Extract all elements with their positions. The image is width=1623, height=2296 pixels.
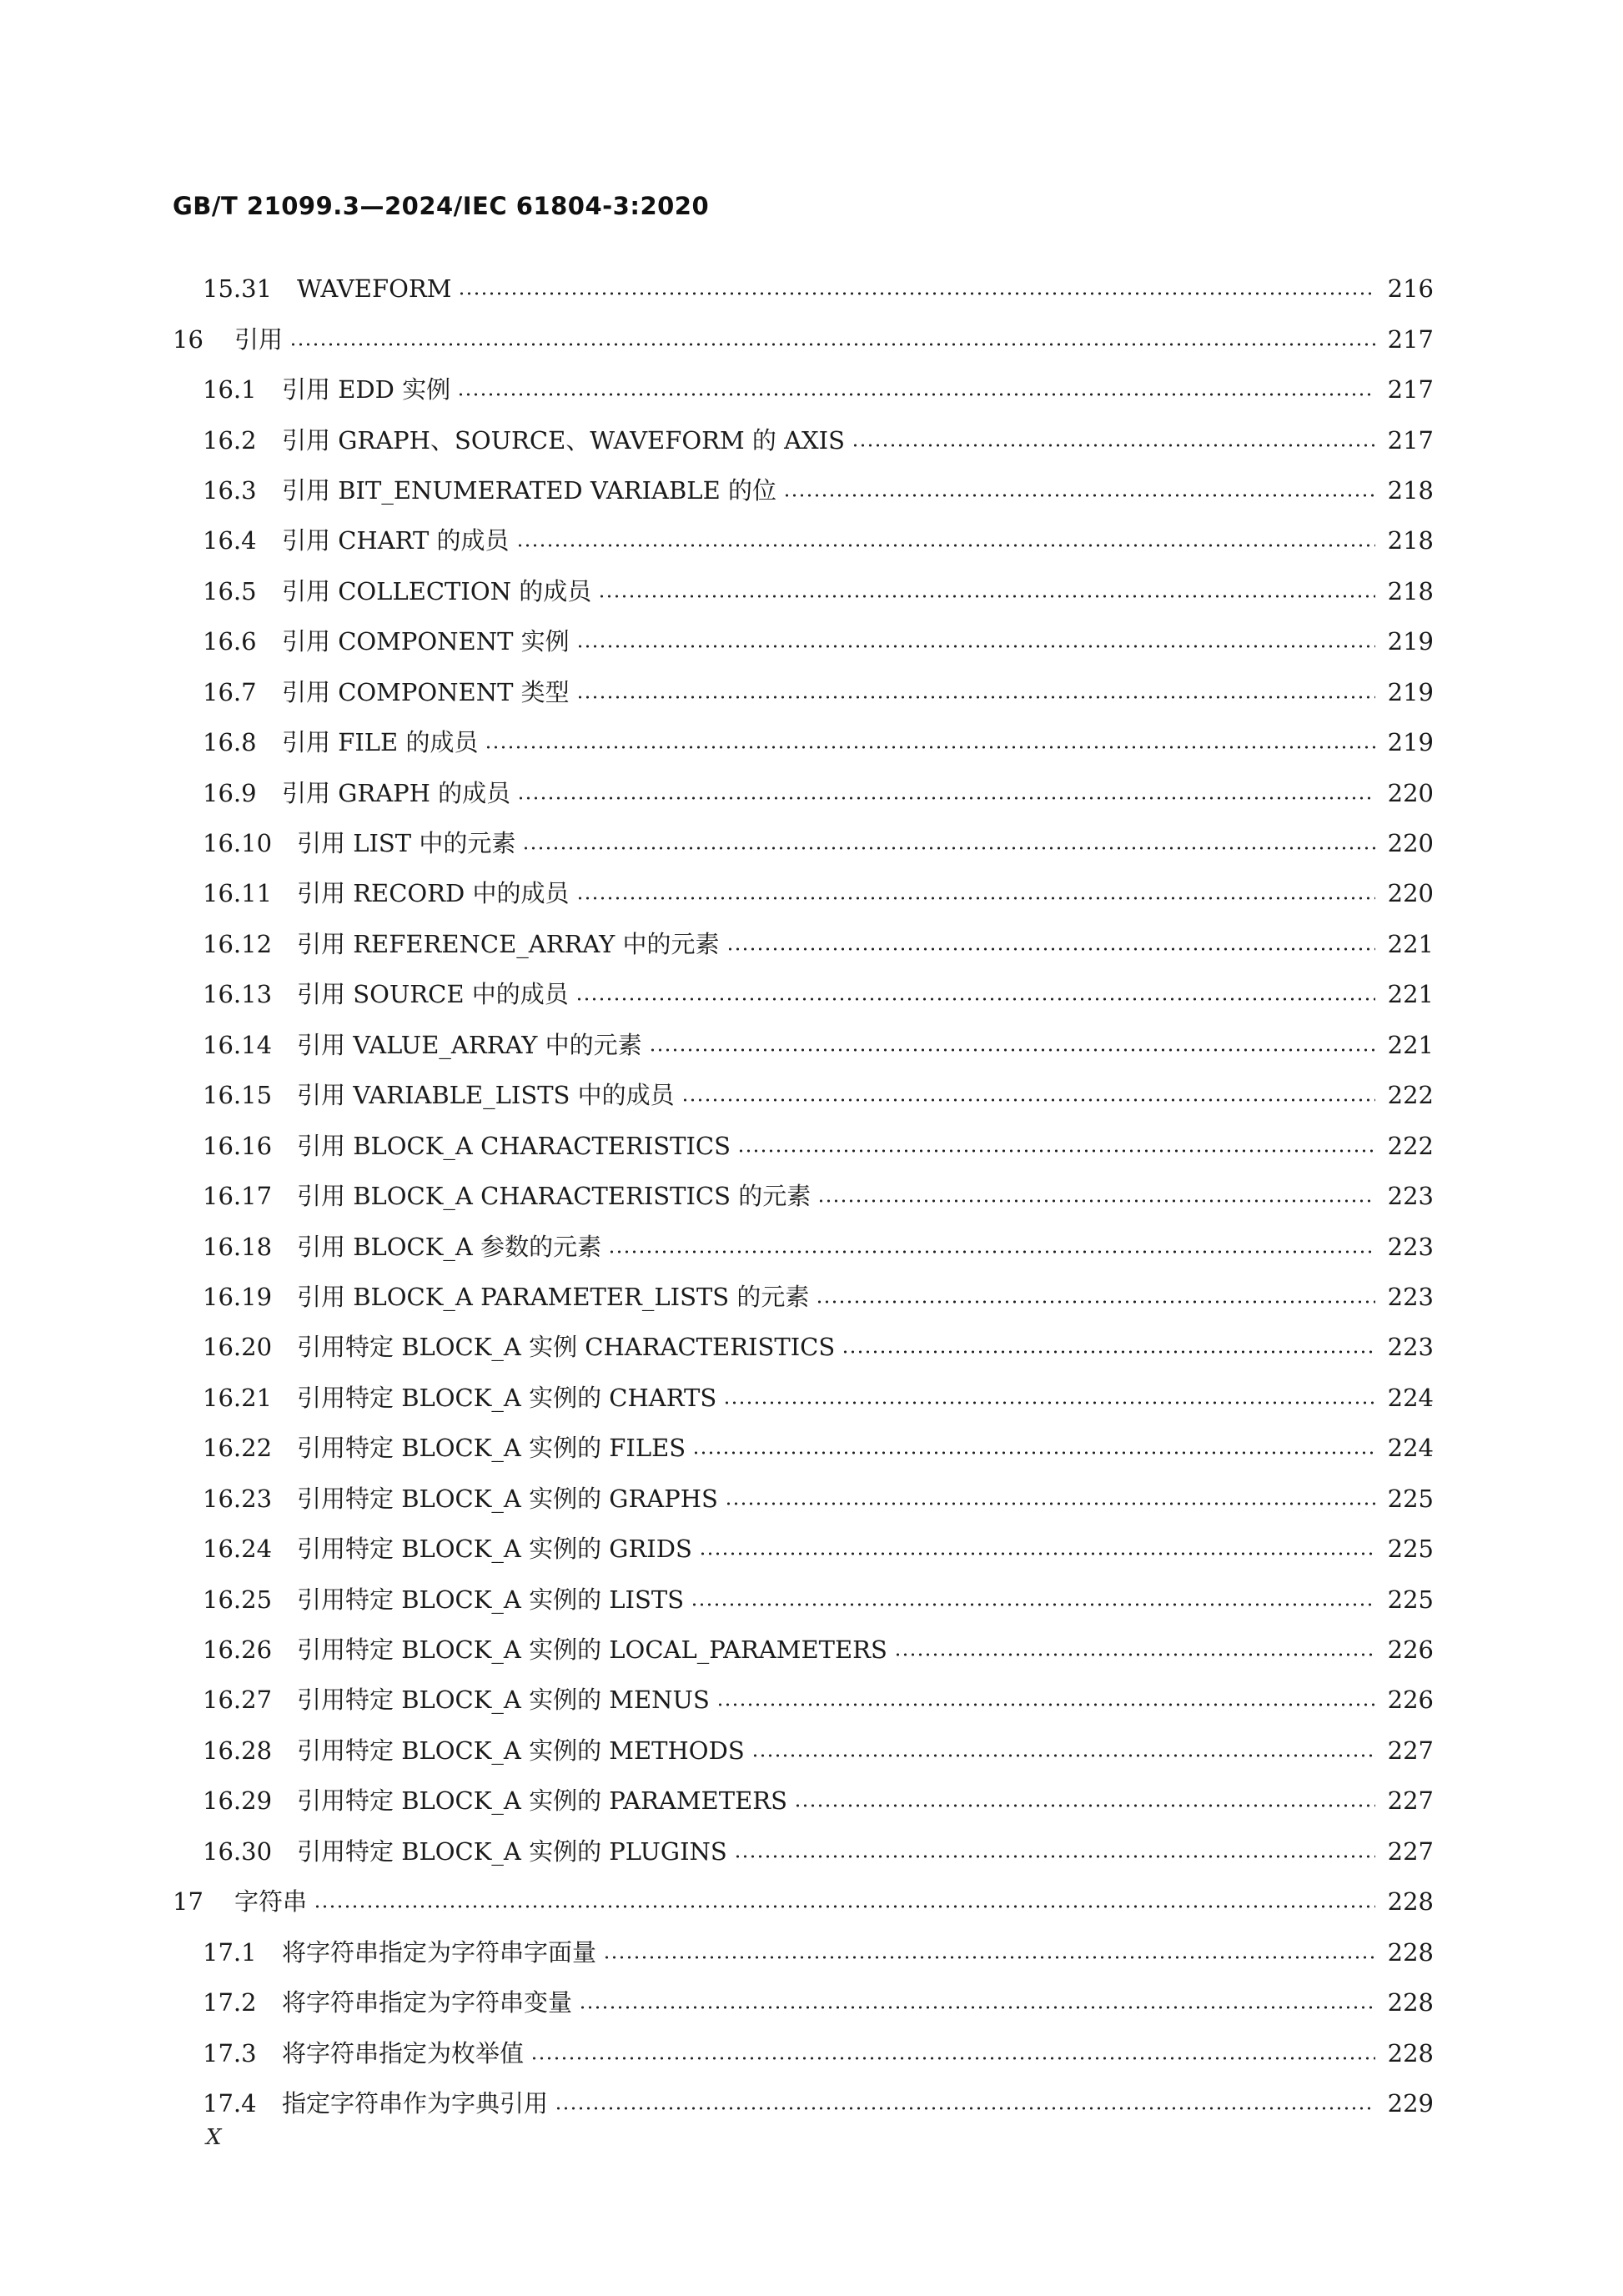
toc-entry-page: 221 bbox=[1387, 929, 1434, 958]
dot-leader bbox=[692, 1451, 1375, 1454]
toc-entry-number: 16.27 bbox=[203, 1686, 273, 1715]
dot-leader bbox=[725, 1502, 1375, 1505]
toc-entry-number: 16.30 bbox=[203, 1836, 273, 1866]
toc-entry[interactable] bbox=[0, 1826, 1623, 1876]
toc-entry-number: 16.22 bbox=[203, 1434, 273, 1463]
toc-entry-number: 16.19 bbox=[203, 1282, 273, 1311]
toc-entry-number: 16.21 bbox=[203, 1383, 273, 1412]
toc-entry-title: 引用特定 BLOCK_A 实例 CHARACTERISTICS bbox=[297, 1333, 836, 1362]
dot-leader bbox=[734, 1855, 1375, 1858]
toc-entry-page: 225 bbox=[1387, 1585, 1434, 1614]
dot-leader bbox=[723, 1401, 1375, 1404]
dot-leader bbox=[289, 343, 1375, 346]
standard-number-header: GB/T 21099.3—2024/IEC 61804-3:2020 bbox=[173, 192, 710, 220]
toc-entry-number: 16.29 bbox=[203, 1786, 273, 1816]
dot-leader bbox=[516, 544, 1375, 547]
toc-entry-page: 224 bbox=[1387, 1383, 1434, 1412]
toc-entry-number: 15.31 bbox=[203, 274, 273, 304]
dot-leader bbox=[691, 1603, 1375, 1606]
toc-entry-title: 将字符串指定为字符串变量 bbox=[282, 1988, 573, 2017]
toc-entry-number: 16.15 bbox=[203, 1081, 273, 1110]
toc-entry[interactable] bbox=[0, 2027, 1623, 2077]
toc-entry-number: 17.2 bbox=[203, 1988, 257, 2017]
toc-entry[interactable] bbox=[0, 1977, 1623, 2027]
toc-entry-number: 16.25 bbox=[203, 1585, 273, 1614]
toc-entry-title: 引用 VARIABLE_LISTS 中的成员 bbox=[297, 1081, 675, 1110]
toc-entry[interactable] bbox=[0, 1020, 1623, 1070]
toc-entry-title: 引用特定 BLOCK_A 实例的 CHARTS bbox=[297, 1383, 717, 1412]
toc-entry-title: WAVEFORM bbox=[297, 274, 452, 304]
toc-entry-page: 221 bbox=[1387, 1030, 1434, 1059]
toc-entry[interactable] bbox=[0, 1221, 1623, 1271]
toc-entry-title: 指定字符串作为字典引用 bbox=[282, 2088, 549, 2118]
toc-entry-number: 17 bbox=[173, 1887, 204, 1917]
toc-entry-number: 16.8 bbox=[203, 728, 257, 757]
toc-entry[interactable] bbox=[0, 1373, 1623, 1423]
toc-entry-title: 引用 LIST 中的元素 bbox=[297, 829, 516, 858]
toc-entry[interactable] bbox=[0, 717, 1623, 767]
toc-entry-page: 225 bbox=[1387, 1535, 1434, 1564]
toc-entry-title: 引用 COMPONENT 类型 bbox=[282, 677, 570, 706]
toc-entry-number: 16.28 bbox=[203, 1736, 273, 1765]
toc-entry[interactable] bbox=[0, 264, 1623, 314]
dot-leader bbox=[517, 796, 1375, 800]
toc-entry[interactable] bbox=[0, 1876, 1623, 1927]
toc-entry-title: 引用 BLOCK_A 参数的元素 bbox=[297, 1232, 602, 1261]
dot-leader bbox=[751, 1754, 1375, 1757]
toc-entry[interactable] bbox=[0, 1675, 1623, 1725]
toc-entry-page: 227 bbox=[1387, 1736, 1434, 1765]
toc-entry[interactable] bbox=[0, 1272, 1623, 1322]
toc-entry-title: 字符串 bbox=[234, 1887, 308, 1917]
toc-entry-number: 16.16 bbox=[203, 1131, 273, 1160]
toc-entry-page: 227 bbox=[1387, 1836, 1434, 1866]
toc-entry-title: 引用 GRAPH 的成员 bbox=[282, 778, 511, 807]
dot-leader bbox=[894, 1653, 1375, 1656]
toc-entry-title: 引用特定 BLOCK_A 实例的 PLUGINS bbox=[297, 1836, 727, 1866]
toc-entry-page: 217 bbox=[1387, 324, 1434, 354]
dot-leader bbox=[458, 292, 1375, 295]
toc-entry[interactable] bbox=[0, 515, 1623, 565]
toc-entry-page: 218 bbox=[1387, 526, 1434, 555]
dot-leader bbox=[530, 2057, 1375, 2060]
toc-entry[interactable] bbox=[0, 818, 1623, 868]
dot-leader bbox=[522, 847, 1375, 850]
toc-entry-title: 引用 SOURCE 中的成员 bbox=[297, 980, 569, 1009]
toc-entry-page: 219 bbox=[1387, 627, 1434, 656]
toc-entry[interactable] bbox=[0, 1120, 1623, 1170]
toc-entry-number: 16.20 bbox=[203, 1333, 273, 1362]
toc-entry-title: 引用 VALUE_ARRAY 中的元素 bbox=[297, 1030, 642, 1059]
toc-entry-page: 216 bbox=[1387, 274, 1434, 304]
toc-entry[interactable] bbox=[0, 1776, 1623, 1826]
toc-entry-page: 227 bbox=[1387, 1786, 1434, 1816]
toc-entry-number: 16.13 bbox=[203, 980, 273, 1009]
toc-entry-title: 引用特定 BLOCK_A 实例的 FILES bbox=[297, 1434, 686, 1463]
toc-entry-page: 226 bbox=[1387, 1686, 1434, 1715]
toc-entry-page: 223 bbox=[1387, 1182, 1434, 1211]
dot-leader bbox=[852, 444, 1375, 447]
dot-leader bbox=[603, 1956, 1375, 1959]
toc-entry[interactable] bbox=[0, 767, 1623, 817]
toc-entry[interactable] bbox=[0, 2078, 1623, 2128]
toc-entry-page: 223 bbox=[1387, 1282, 1434, 1311]
page-number-footer: X bbox=[206, 2125, 222, 2150]
toc-entry[interactable] bbox=[0, 616, 1623, 666]
toc-entry[interactable] bbox=[0, 1574, 1623, 1624]
toc-entry-page: 220 bbox=[1387, 778, 1434, 807]
toc-entry-page: 228 bbox=[1387, 1988, 1434, 2017]
toc-entry-page: 220 bbox=[1387, 829, 1434, 858]
toc-entry-title: 引用 BLOCK_A CHARACTERISTICS bbox=[297, 1131, 731, 1160]
toc-entry-title: 引用 COMPONENT 实例 bbox=[282, 627, 570, 656]
dot-leader bbox=[737, 1149, 1375, 1153]
toc-entry-number: 16.14 bbox=[203, 1030, 273, 1059]
toc-entry-title: 引用特定 BLOCK_A 实例的 LOCAL_PARAMETERS bbox=[297, 1635, 887, 1665]
toc-entry-page: 219 bbox=[1387, 677, 1434, 706]
toc-entry-page: 220 bbox=[1387, 879, 1434, 908]
toc-entry-page: 222 bbox=[1387, 1081, 1434, 1110]
toc-entry-number: 16.9 bbox=[203, 778, 257, 807]
toc-entry[interactable] bbox=[0, 1474, 1623, 1524]
toc-entry-number: 16.11 bbox=[203, 879, 273, 908]
dot-leader bbox=[681, 1098, 1375, 1102]
toc-entry-page: 218 bbox=[1387, 475, 1434, 505]
toc-entry-title: 引用 BIT_ENUMERATED VARIABLE 的位 bbox=[282, 475, 776, 505]
toc-entry-title: 将字符串指定为字符串字面量 bbox=[282, 1937, 597, 1967]
toc-entry-number: 16.6 bbox=[203, 627, 257, 656]
toc-entry-number: 16.18 bbox=[203, 1232, 273, 1261]
toc-entry-page: 229 bbox=[1387, 2088, 1434, 2118]
toc-entry-title: 引用特定 BLOCK_A 实例的 GRAPHS bbox=[297, 1484, 718, 1513]
toc-entry-title: 引用特定 BLOCK_A 实例的 METHODS bbox=[297, 1736, 745, 1765]
toc-entry-number: 17.4 bbox=[203, 2088, 257, 2118]
toc-entry[interactable] bbox=[0, 969, 1623, 1019]
toc-entry-page: 226 bbox=[1387, 1635, 1434, 1665]
toc-entry[interactable] bbox=[0, 465, 1623, 515]
dot-leader bbox=[576, 696, 1375, 699]
toc-entry-title: 引用 COLLECTION 的成员 bbox=[282, 576, 592, 605]
toc-entry-number: 16.7 bbox=[203, 677, 257, 706]
dot-leader bbox=[699, 1552, 1375, 1555]
dot-leader bbox=[783, 494, 1375, 497]
toc-entry-number: 16.4 bbox=[203, 526, 257, 555]
toc-entry-title: 将字符串指定为枚举值 bbox=[282, 2038, 525, 2067]
toc-entry[interactable] bbox=[0, 868, 1623, 918]
toc-entry[interactable] bbox=[0, 1070, 1623, 1120]
toc-entry-title: 引用特定 BLOCK_A 实例的 PARAMETERS bbox=[297, 1786, 787, 1816]
toc-entry-page: 223 bbox=[1387, 1333, 1434, 1362]
toc-entry-number: 16.23 bbox=[203, 1484, 273, 1513]
toc-entry-title: 引用 EDD 实例 bbox=[282, 375, 451, 404]
toc-entry-page: 217 bbox=[1387, 375, 1434, 404]
toc-entry-number: 16.1 bbox=[203, 375, 257, 404]
toc-entry-number: 16.10 bbox=[203, 829, 273, 858]
toc-entry-page: 225 bbox=[1387, 1484, 1434, 1513]
dot-leader bbox=[794, 1804, 1375, 1807]
toc-entry-number: 16.3 bbox=[203, 475, 257, 505]
toc-entry-page: 228 bbox=[1387, 1887, 1434, 1917]
toc-entry[interactable] bbox=[0, 414, 1623, 465]
dot-leader bbox=[817, 1199, 1375, 1203]
toc-entry[interactable] bbox=[0, 1524, 1623, 1574]
toc-entry-number: 16.17 bbox=[203, 1182, 273, 1211]
dot-leader bbox=[314, 1905, 1375, 1908]
dot-leader bbox=[816, 1300, 1375, 1304]
toc-entry-page: 218 bbox=[1387, 576, 1434, 605]
toc-entry-page: 219 bbox=[1387, 728, 1434, 757]
dot-leader bbox=[716, 1703, 1375, 1706]
dot-leader bbox=[649, 1048, 1375, 1052]
toc-entry[interactable] bbox=[0, 1625, 1623, 1675]
toc-entry-title: 引用特定 BLOCK_A 实例的 MENUS bbox=[297, 1686, 710, 1715]
toc-entry[interactable] bbox=[0, 314, 1623, 364]
toc-entry-title: 引用特定 BLOCK_A 实例的 GRIDS bbox=[297, 1535, 692, 1564]
dot-leader bbox=[579, 2006, 1375, 2009]
dot-leader bbox=[555, 2107, 1375, 2110]
toc-entry-title: 引用 RECORD 中的成员 bbox=[297, 879, 570, 908]
toc-entry-title: 引用 BLOCK_A CHARACTERISTICS 的元素 bbox=[297, 1182, 812, 1211]
dot-leader bbox=[485, 746, 1375, 749]
toc-entry-number: 16.26 bbox=[203, 1635, 273, 1665]
toc-entry-number: 16.12 bbox=[203, 929, 273, 958]
toc-entry[interactable] bbox=[0, 1423, 1623, 1473]
toc-entry[interactable] bbox=[0, 919, 1623, 969]
toc-entry[interactable] bbox=[0, 1322, 1623, 1372]
toc-entry[interactable] bbox=[0, 667, 1623, 717]
toc-entry-page: 228 bbox=[1387, 2038, 1434, 2067]
toc-entry-number: 16 bbox=[173, 324, 204, 354]
toc-entry-title: 引用特定 BLOCK_A 实例的 LISTS bbox=[297, 1585, 685, 1614]
dot-leader bbox=[576, 897, 1376, 900]
toc-entry[interactable] bbox=[0, 1726, 1623, 1776]
toc-entry[interactable] bbox=[0, 1927, 1623, 1977]
toc-entry[interactable] bbox=[0, 566, 1623, 616]
toc-entry-page: 217 bbox=[1387, 425, 1434, 455]
dot-leader bbox=[608, 1250, 1375, 1254]
dot-leader bbox=[575, 997, 1375, 1001]
toc-entry-number: 17.1 bbox=[203, 1937, 257, 1967]
toc-entry[interactable] bbox=[0, 1171, 1623, 1221]
toc-entry-number: 16.24 bbox=[203, 1535, 273, 1564]
toc-entry-page: 224 bbox=[1387, 1434, 1434, 1463]
dot-leader bbox=[576, 645, 1375, 648]
toc-entry-page: 223 bbox=[1387, 1232, 1434, 1261]
toc-entry-title: 引用 GRAPH、SOURCE、WAVEFORM 的 AXIS bbox=[282, 425, 845, 455]
toc-entry-page: 221 bbox=[1387, 980, 1434, 1009]
dot-leader bbox=[457, 393, 1375, 396]
toc-entry-title: 引用 FILE 的成员 bbox=[282, 728, 479, 757]
toc-entry-number: 17.3 bbox=[203, 2038, 257, 2067]
table-of-contents bbox=[0, 264, 1623, 2128]
dot-leader bbox=[842, 1350, 1375, 1354]
dot-leader bbox=[726, 947, 1376, 951]
toc-entry-page: 222 bbox=[1387, 1131, 1434, 1160]
toc-entry-title: 引用 REFERENCE_ARRAY 中的元素 bbox=[297, 929, 720, 958]
toc-entry-title: 引用 bbox=[234, 324, 284, 354]
dot-leader bbox=[598, 595, 1375, 598]
toc-entry-title: 引用 CHART 的成员 bbox=[282, 526, 510, 555]
toc-entry-number: 16.5 bbox=[203, 576, 257, 605]
toc-entry[interactable] bbox=[0, 364, 1623, 414]
toc-entry-title: 引用 BLOCK_A PARAMETER_LISTS 的元素 bbox=[297, 1282, 810, 1311]
toc-entry-page: 228 bbox=[1387, 1937, 1434, 1967]
toc-entry-number: 16.2 bbox=[203, 425, 257, 455]
